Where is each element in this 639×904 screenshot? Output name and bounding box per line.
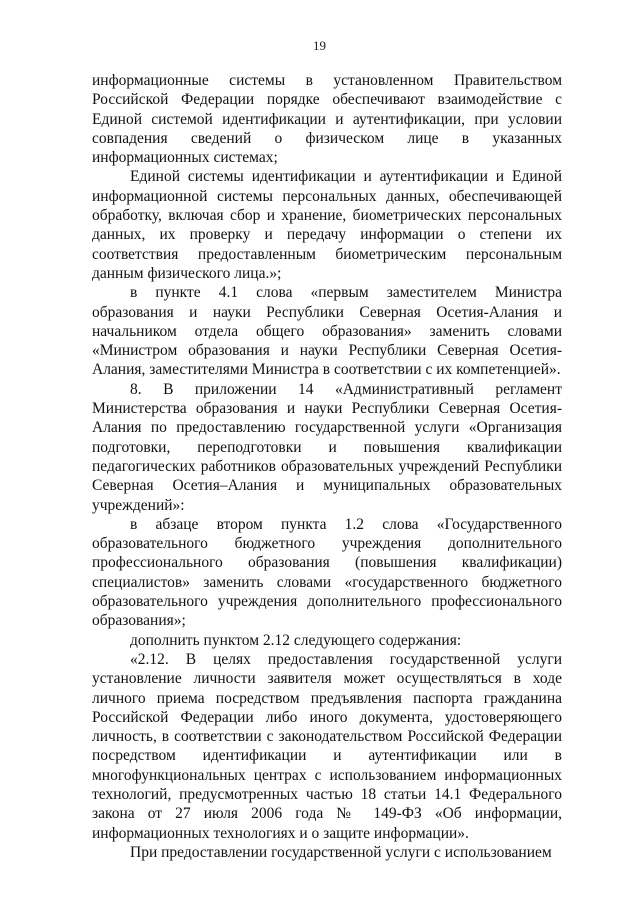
paragraph-final-truncated: При предоставлении государственной услуги с использованием [130, 843, 552, 861]
paragraph-item-8: 8. В приложении 14 «Административный регламент Министерства образования и науки Республики Северная Осетия-Алания по предоставлению государственной услуги «Организация подготовки, переподготовки и повышения квалификации педагогических работников образовательных учреждений Республики Северная Осетия–Алания и муниципальных образовательных учреждений»: [92, 380, 562, 514]
page-number: 19 [313, 38, 326, 53]
paragraph-add-point-2-12: дополнить пунктом 2.12 следующего содержания: [130, 631, 462, 649]
paragraph-esia-unified-system: Единой системы идентификации и аутентификации и Единой информационной системы персональных данных, обеспечивающей обработку, включая сбор и хранение, биометрических персональных данных, их проверку и передачу информации о степени их соответствия предоставленным биометрическим персональным данным физического лица.»; [92, 168, 562, 282]
paragraph-continuation: информационные системы в установленном Правительством Российской Федерации порядке обеспечивают взаимодействие с Единой системой идентификации и аутентификации, при условии совпадения сведений о физическом лице в указанных информационных системах; [92, 72, 562, 167]
paragraph-point-1-2: в абзаце втором пункта 1.2 слова «Государственного образовательного бюджетного учреждения дополнительного профессионального образования (повышения квалификации) специалистов» заменить словами «государственного бюджетного образовательного учреждения дополнительного профессионального образования»; [92, 515, 562, 630]
document-body [92, 71, 562, 862]
paragraph-point-2-12-text: «2.12. В целях предоставления государственной услуги установление личности заявителя может осуществляться в ходе личного приема посредством предъявления паспорта гражданина Российской Федерации либо иного документа, удостоверяющего личность, в соответствии с законодательством Российской Федерации посредством идентификации и аутентификации или в многофункциональных центрах с использованием информационных технологий, предусмотренных частью 18 статьи 14.1 Федерального закона от 27 июля 2006 года № 149-ФЗ «Об информации, информационных технологиях и о защите информации». [92, 650, 562, 842]
paragraph-point-4-1: в пункте 4.1 слова «первым заместителем Министра образования и науки Республики Северная Осетия-Алания и начальником отдела общего образования» заменить словами «Министром образования и науки Республики Северная Осетия-Алания, заместителями Министра в соответствии с их компетенцией». [92, 284, 562, 379]
